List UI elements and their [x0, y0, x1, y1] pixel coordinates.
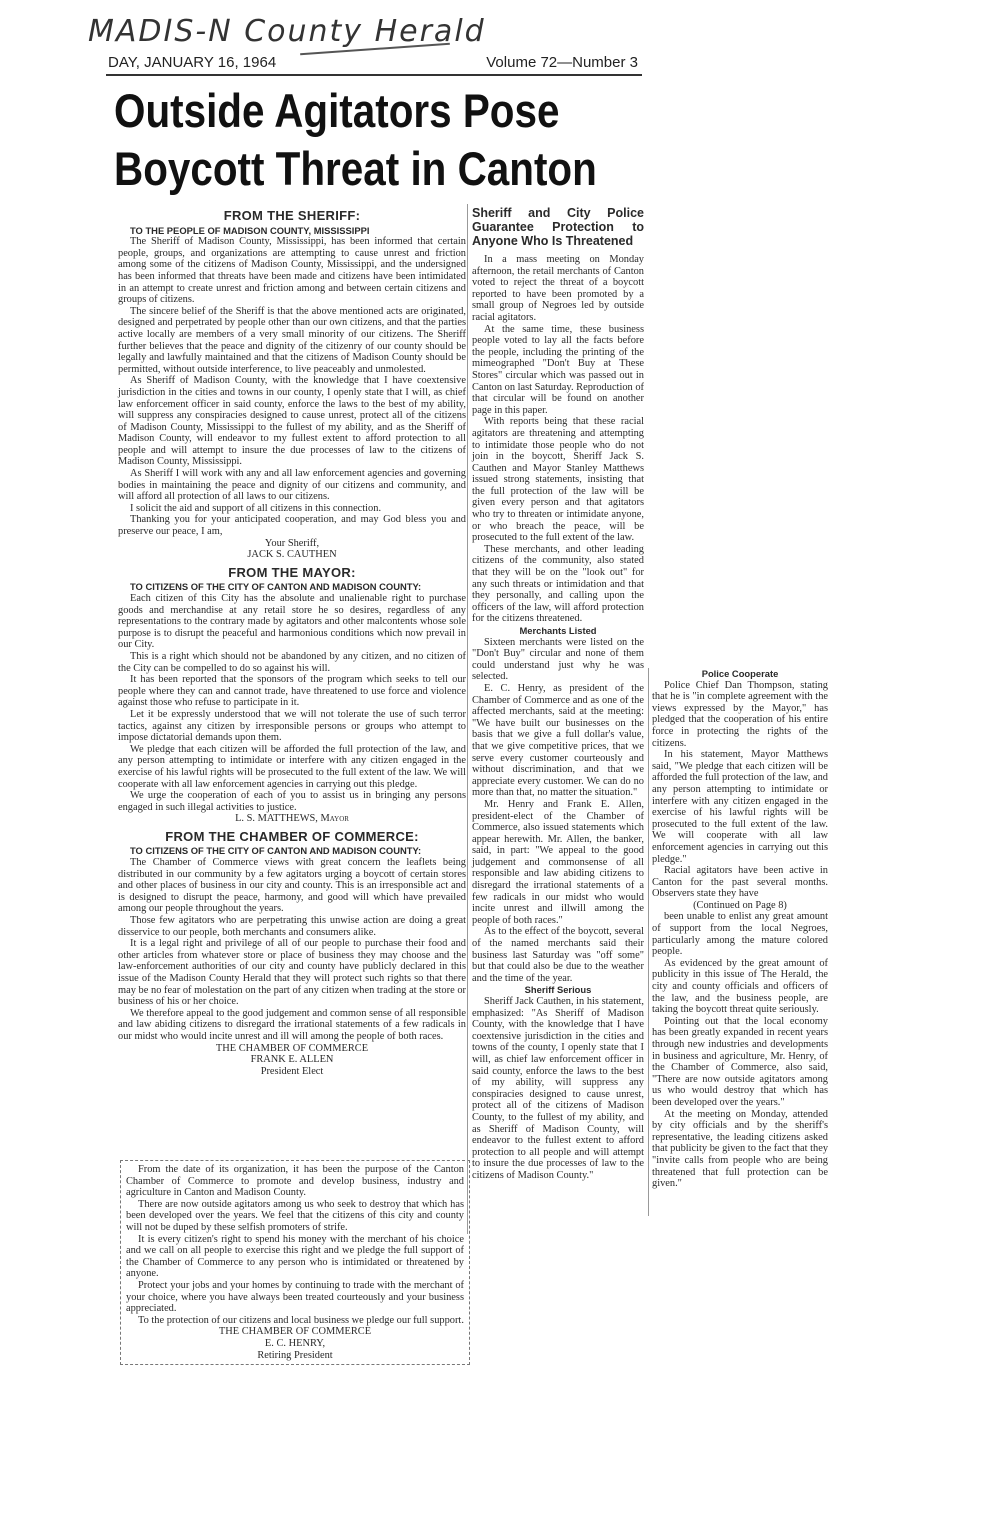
- police-paragraph: Police Chief Dan Thompson, stating that he is "in complete agreement with the views expressed by the Mayor," has pledged that the cooperation of his entire force in protecting the rights of the citizens.: [652, 679, 828, 749]
- police-paragraph: been unable to enlist any great amount of support from the local Negroes, particularly among the mature colored people.: [652, 911, 828, 958]
- mayor-paragraph: We pledge that each citizen will be afforded the full protection of the law, and any person attempting to intimidate or interfere with any citizen engaged in the exercise of his lawful rights will be prosecuted to the full extent of the law. We will cooperate with all law enforcement agencies in carrying out this pledge.: [118, 743, 466, 790]
- left-column: [118, 206, 466, 1077]
- notice-paragraph: Protect your jobs and your homes by continuing to trade with the merchant of your choice, where you have always been treated courteously and your business appreciated.: [126, 1279, 464, 1315]
- sheriff-paragraph: As Sheriff of Madison County, with the knowledge that I have coextensive jurisdiction in the cities and towns in our county, I openly state that I will, as chief law enforcement officer in said county, enforce the laws to the best of my ability, will suppress any conspiracies designed to cause unrest, protect all of the citizens of Madison County, Mississippi to the fullest of my ability, and as the Sheriff of Madison County, will endeavor to my fullest extent to afford protection to all people and will attempt to insure the due processes of law to the citizens of Madison County, Mississippi.: [118, 375, 466, 468]
- notice-paragraph: To the protection of our citizens and local business we pledge our full support.: [138, 1314, 464, 1326]
- police-paragraph: Racial agitators have been active in Canton for the past several months. Observers state they have: [652, 865, 828, 900]
- middle-column: [472, 206, 644, 1182]
- mayor-paragraph: Let it be expressly understood that we will not tolerate the use of such terror tactics, against any citizen by irresponsible persons or groups who attempt to impose dictatorial demands upon them.: [118, 708, 466, 744]
- chamber-notice-box: [120, 1160, 470, 1365]
- story-paragraph: E. C. Henry, as president of the Chamber of Commerce and as one of the affected merchants, said at the meeting: "We have built our businesses on the basis that we give a full dollar's value, that we give competitive prices, that we serve every customer courteously and without discrimination, and that we appreciate every customer. We can do no more than that, no matter the situation.": [472, 682, 644, 799]
- mayor-paragraph: We urge the cooperation of each of you to assist us in bringing any persons engaged in such illegal activities to justice.: [118, 790, 466, 813]
- sheriff-paragraph: The sincere belief of the Sheriff is that the above mentioned acts are originated, designed and perpetrated by people other than our own citizens, and that the parties active locally are members of a very small minority of our citizens. The Sheriff further believes that the peace and dignity of the citizenry of our county should be legally and lawfully maintained and that the citizens of Madison County should be permitted, without outside interference, to live peaceably and unmolested.: [118, 305, 466, 375]
- right-column: [652, 668, 828, 1190]
- mayor-heading: FROM THE MAYOR:: [228, 564, 356, 580]
- mayor-statement: [118, 564, 466, 825]
- chamber-signature-title: President Elect: [260, 1065, 324, 1077]
- right-column-divider: [648, 668, 649, 1216]
- volume-number: Volume 72—Number 3: [486, 54, 638, 71]
- chamber-heading: FROM THE CHAMBER OF COMMERCE:: [165, 828, 419, 844]
- police-paragraph: Pointing out that the local economy has been greatly expanded in recent years through new industries and developments in business and agriculture, Mr. Henry, of the Chamber of Commerce, also said, "There are now outside agitators among us who would destroy that which has been developed over the years.": [652, 1015, 828, 1108]
- notice-signature-org: THE CHAMBER OF COMMERCE: [218, 1326, 372, 1338]
- handwritten-masthead: MADIS-N County Herald: [88, 14, 486, 49]
- chamber-signature-org: THE CHAMBER OF COMMERCE: [215, 1042, 369, 1054]
- headline-line-2: Boycott Threat in Canton: [114, 142, 597, 195]
- story-paragraph: As to the effect of the boycott, several of the named merchants said their business last Saturday was "off some" but that could also be due to the weather and the time of the year.: [472, 926, 644, 984]
- issue-date: DAY, JANUARY 16, 1964: [108, 54, 277, 71]
- chamber-statement: [118, 828, 466, 1077]
- story-heading: Sheriff and City Police Guarantee Protection to Anyone Who Is Threatened: [472, 206, 644, 248]
- story-paragraph: Mr. Henry and Frank E. Allen, president-elect of the Chamber of Commerce, also issued statements which appear herewith. Mr. Allen, the banker, said, in part: "We appeal to the good judgement and commonsense of all responsible and law abiding citizens to disregard the irrational statements of a few radicals in our midst who would incite unrest and illwill among the people of both races.": [472, 798, 644, 926]
- mayor-signature: L. S. MATTHEWS, Mayor: [235, 813, 349, 825]
- main-headline: [114, 82, 597, 198]
- story-paragraph: In a mass meeting on Monday afternoon, the retail merchants of Canton voted to reject the threat of a boycott reported to have been promoted by a small group of Negroes led by outside racial agitators.: [472, 254, 644, 323]
- story-paragraph: With reports being that these racial agitators are threatening and attempting to intimidate those people who do not join in the boycott, Sheriff Jack S. Cauthen and Mayor Stanley Matthews issued strong statements, insisting that the full protection of the law will be given every person and that agitators who try to threaten or intimidate anyone, or who breach the peace, will be prosecuted to the full extent of the law.: [472, 416, 644, 544]
- chamber-paragraph: The Chamber of Commerce views with great concern the leaflets being distributed in our community by a few agitators urging a boycott of certain stores and other places of business in our city and county. This is an irresponsible act and is designed to disrupt the peace, harmony, and good will which have prevailed among our people throughout the years.: [118, 857, 466, 915]
- police-paragraph: In his statement, Mayor Matthews said, "We pledge that each citizen will be afforded the full protection of the law, and any person attempting to intimidate or interfere with any citizen engaged in the exercise of his lawful rights will be prosecuted to the full extent of the law. We will cooperate with all law enforcement agencies in carrying out this pledge.": [652, 749, 828, 865]
- chamber-paragraph: We therefore appeal to the good judgement and common sense of all responsible and law abiding citizens to disregard the irrational statements of a few radicals in our midst who would incite unrest and ill will among the people of both races.: [118, 1007, 466, 1042]
- police-paragraph: As evidenced by the great amount of publicity in this issue of The Herald, the city and county officials and officers of the law, and the business people, are taking the boycott threat quite seriously.: [652, 957, 828, 1016]
- sheriff-paragraph: The Sheriff of Madison County, Mississippi, has been informed that certain people, groups, and organizations are attempting to cause unrest and friction among some of the citizens of Madison County, Mississippi, and the undersigned has been informed that threats have been made and citizens have been intimidated in an attempt to create unrest and friction among and between certain citizens and groups of citizens.: [118, 236, 466, 306]
- sheriff-subhead: Sheriff Serious: [524, 984, 592, 996]
- story-paragraph: At the same time, these business people voted to lay all the facts before the people, including the printing of the mimeographed "Don't Buy at These Stores" circular which was passed out in Canton on last Saturday. Reproduction of that circular will be found on another page in this paper.: [472, 323, 644, 416]
- dateline: [106, 52, 642, 76]
- story-paragraph: Sixteen merchants were listed on the "Don't Buy" circular and none of them could understand just why he was selected.: [472, 636, 644, 683]
- chamber-salutation: TO CITIZENS OF THE CITY OF CANTON AND MADISON COUNTY:: [130, 845, 422, 857]
- notice-signature-title: Retiring President: [257, 1349, 333, 1361]
- story-paragraph: Sheriff Jack Cauthen, in his statement, emphasized: "As Sheriff of Madison County, with the knowledge that I have coextensive jurisdiction in the cities and towns of the county, I openly state that I will, as chief law enforcement officer in said county, enforce the laws to the best of my ability, will suppress any conspiracies designed to cause unrest, protect all of the citizens of Madison County, to the fullest of my ability, and as Sheriff of Madison County, will endeavor to the fullest extent to afford protection to all people and will attempt to insure the due processes of law to the citizens of Madison County.": [472, 996, 644, 1181]
- story-paragraph: These merchants, and other leading citizens of the community, also stated that they will be on the "look out" for any such threats or intimidation and that they personally, and calling upon the officers of the law, will afford protection for the citizens threatened.: [472, 543, 644, 625]
- continued-note: (Continued on Page 8): [693, 899, 787, 911]
- merchants-subhead: Merchants Listed: [519, 625, 597, 636]
- sheriff-salutation: TO THE PEOPLE OF MADISON COUNTY, MISSISSIPPI: [130, 224, 370, 236]
- chamber-paragraph: Those few agitators who are perpetrating this unwise action are doing a great disservice to our people, both merchants and consumers alike.: [118, 915, 466, 938]
- column-divider: [467, 204, 468, 1234]
- notice-paragraph: From the date of its organization, it has been the purpose of the Canton Chamber of Commerce to promote and develop business, industry and agriculture in Canton and Madison County.: [126, 1164, 464, 1199]
- sheriff-paragraph: I solicit the aid and support of all citizens in this connection.: [130, 502, 382, 514]
- sheriff-paragraph: Thanking you for your anticipated cooperation, and may God bless you and preserve our peace, I am,: [118, 514, 466, 538]
- chamber-paragraph: It is a legal right and privilege of all of our people to purchase their food and other articles from whatever store or place of business they may choose and the law-enforcement authorities of our city and county have publicly declared in this issue of the Madison County Herald that they will protect such rights so that there may be no fear of molestation on the part of any citizen when trading at the store or business of his or her choice.: [118, 938, 466, 1008]
- headline-line-1: Outside Agitators Pose: [114, 84, 560, 137]
- chamber-signature-name: FRANK E. ALLEN: [250, 1054, 334, 1066]
- sheriff-heading: FROM THE SHERIFF:: [223, 208, 361, 223]
- sheriff-closing: Your Sheriff,: [264, 537, 320, 549]
- sheriff-paragraph: As Sheriff I will work with any and all law enforcement agencies and governing bodies in maintaining the peace and dignity of our citizens and community, and will afford all protection of all laws to our citizens.: [118, 468, 466, 503]
- police-heading: Police Cooperate: [701, 668, 779, 679]
- mayor-paragraph: This is a right which should not be abandoned by any citizen, and no citizen of the City can be compelled to do so against his will.: [118, 650, 466, 674]
- police-paragraph: At the meeting on Monday, attended by city officials and by the sheriff's representative, the leading citizens asked that publicity be given to the fact that they "invite calls from people who are being threatened that full protection can be given.": [652, 1108, 829, 1190]
- notice-paragraph: It is every citizen's right to spend his money with the merchant of his choice and we call on all people to exercise this right and we pledge the full support of the Chamber of Commerce to any person who is intimidated or threatened by anyone.: [126, 1233, 464, 1280]
- notice-paragraph: There are now outside agitators among us who seek to destroy that which has been developed over the years. We feel that the citizens of this city and county will not be duped by these selfish promoters of strife.: [126, 1198, 464, 1233]
- sheriff-statement: [118, 210, 466, 561]
- mayor-salutation: TO CITIZENS OF THE CITY OF CANTON AND MADISON COUNTY:: [130, 581, 422, 593]
- notice-signature-name: E. C. HENRY,: [264, 1337, 326, 1349]
- mayor-paragraph: Each citizen of this City has the absolute and unalienable right to purchase goods and merchandise at any retail store he so desires, regardless of any representations to the contrary made by agitators and other malcontents whose sole purpose is to disrupt the peaceful and harmonious conditions which now prevail in our City.: [118, 593, 466, 651]
- sheriff-signature: JACK S. CAUTHEN: [247, 549, 337, 561]
- mayor-paragraph: It has been reported that the sponsors of the program which seeks to tell our people where they can and cannot trade, have threatened to use force and violence against those who refuse to participate in it.: [118, 674, 466, 709]
